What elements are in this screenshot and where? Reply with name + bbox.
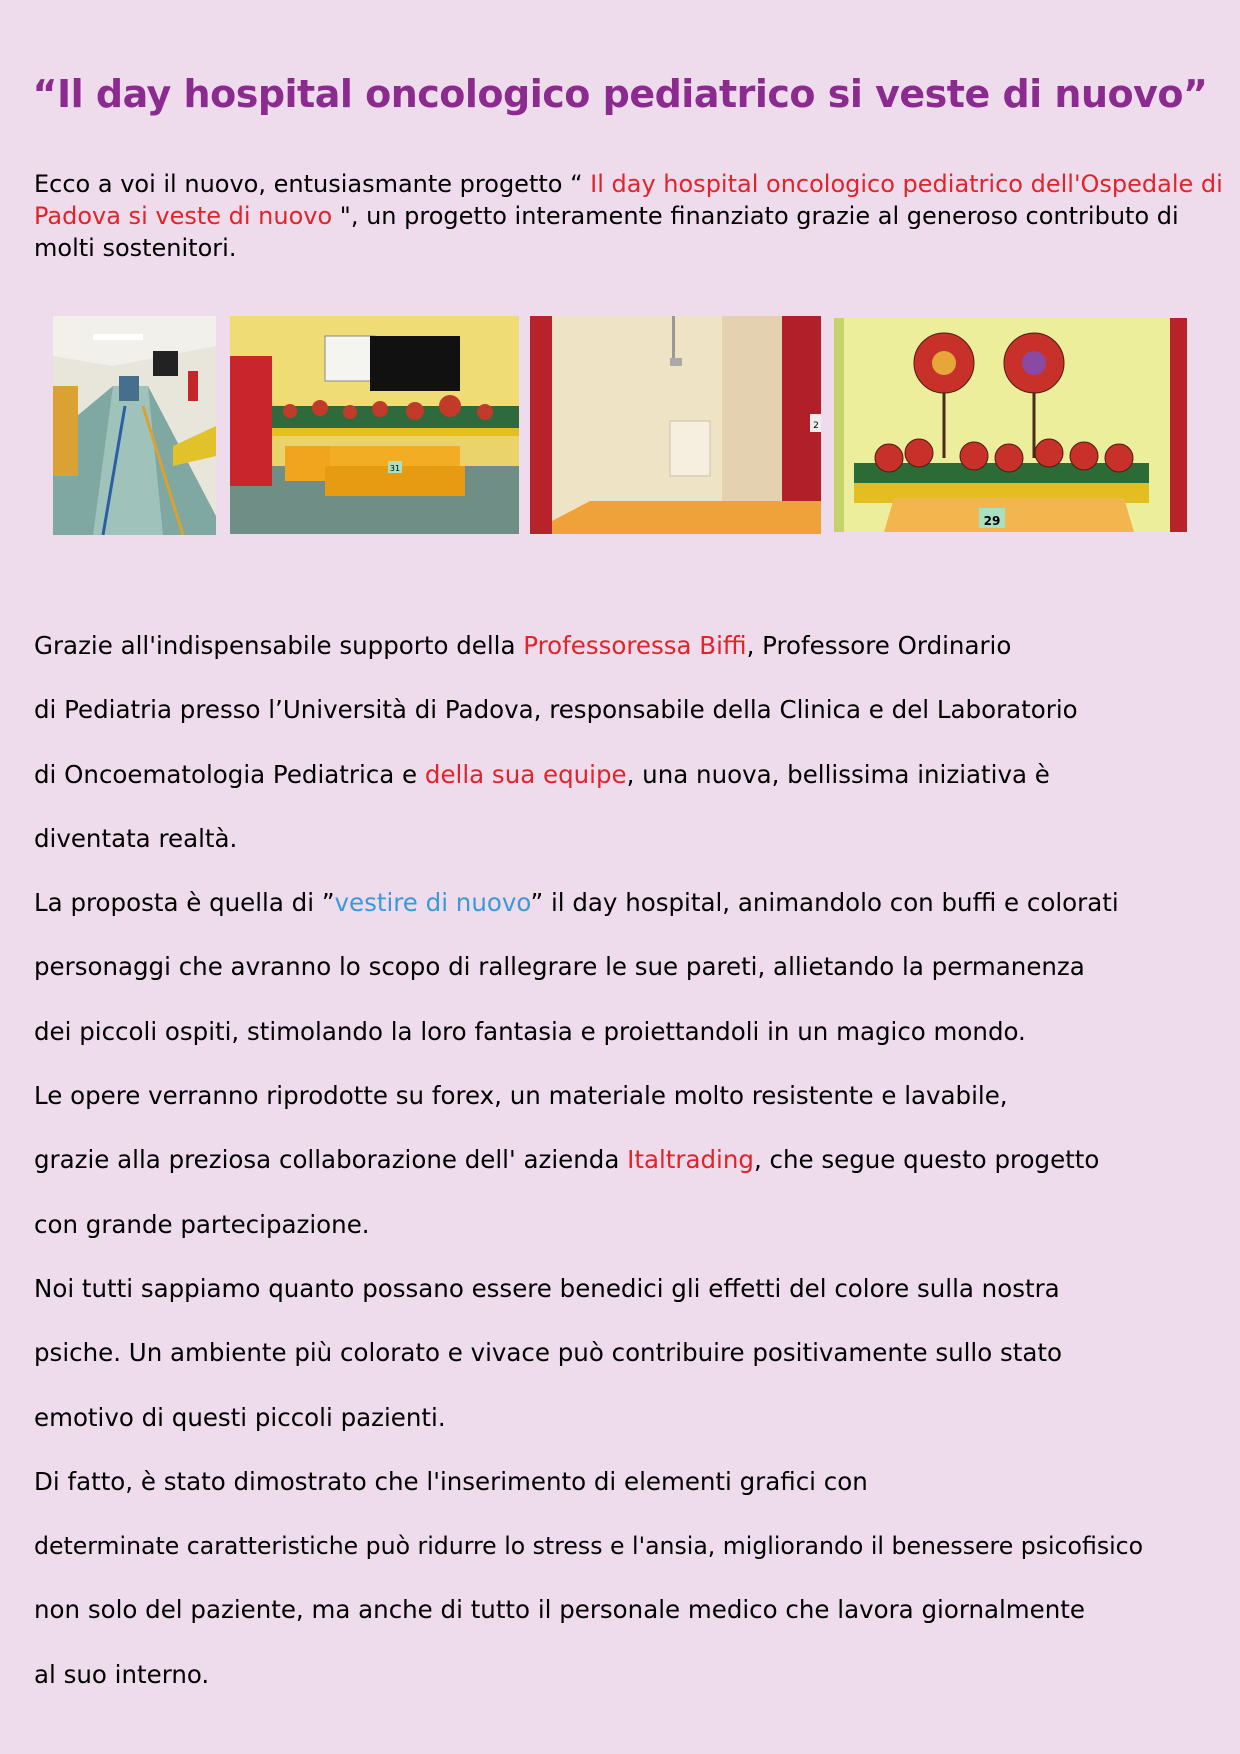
intro-project-name: Il day hospital oncologico pediatrico dell'Ospedale di Padova si veste di nuovo <box>34 170 1223 230</box>
text-line <box>34 614 1234 678</box>
wall-corner-photo <box>530 316 821 534</box>
photo-strip <box>0 315 1240 535</box>
flowers-mural-photo <box>834 318 1187 532</box>
corridor-photo <box>53 316 216 535</box>
text-segment: di Oncoematologia Pediatrica e <box>34 759 425 789</box>
text-line: determinate caratteristiche può ridurre lo stress e l'ansia, migliorando il benessere psicofisico <box>34 1532 1144 1561</box>
waiting-area-photo <box>230 316 519 534</box>
vestire-highlight: vestire di nuovo <box>334 888 531 918</box>
professor-name: Professoressa Biffi <box>523 631 747 660</box>
text-segment: La proposta è quella di ” <box>34 888 335 918</box>
text-line: diventata realtà. <box>34 823 238 853</box>
text-line: Le opere verranno riprodotte su forex, un materiale molto resistente e lavabile, <box>34 1081 1008 1111</box>
text-line: psiche. Un ambiente più colorato e vivace può contribuire positivamente sullo stato <box>34 1338 1062 1368</box>
corridor-photo-image <box>53 316 216 535</box>
flowers-mural-photo-image <box>834 318 1187 532</box>
text-segment: grazie alla preziosa collaborazione dell' azienda <box>34 1145 628 1175</box>
text-line: personaggi che avranno lo scopo di rallegrare le sue pareti, allietando la permanenza <box>34 952 1085 982</box>
text-line: con grande partecipazione. <box>34 1209 370 1239</box>
text-line: emotivo di questi piccoli pazienti. <box>34 1402 446 1432</box>
text-line: Noi tutti sappiamo quanto possano essere benedici gli effetti del colore sulla nostra <box>34 1273 1060 1303</box>
intro-text-end: ", un progetto interamente finanziato grazie al generoso contributo di molti sostenitori. <box>34 202 1179 262</box>
text-segment: , che segue questo progetto <box>753 1145 1100 1175</box>
text-line: Di fatto, è stato dimostrato che l'inserimento di elementi grafici con <box>34 1466 868 1496</box>
text-line: dei piccoli ospiti, stimolando la loro fantasia e proiettandoli in un magico mondo. <box>34 1016 1026 1046</box>
wall-corner-photo-image <box>530 316 821 534</box>
text-line: non solo del paziente, ma anche di tutto il personale medico che lavora giornalmente <box>34 1595 1085 1625</box>
intro-text-start: Ecco a voi il nuovo, entusiasmante progetto “ <box>34 170 591 198</box>
text-segment: Grazie all'indispensabile supporto della <box>34 631 524 660</box>
equipe-highlight: della sua equipe <box>424 759 627 789</box>
text-line <box>34 743 1234 807</box>
text-segment: , Professore Ordinario <box>746 631 1012 660</box>
page-title: “Il day hospital oncologico pediatrico si veste di nuovo” <box>32 72 1208 116</box>
text-line <box>34 1128 1234 1192</box>
body-text <box>34 614 1234 1707</box>
waiting-area-photo-image <box>230 316 519 534</box>
text-line: di Pediatria presso l’Università di Padova, responsabile della Clinica e del Laboratorio <box>34 695 1078 725</box>
text-segment: , una nuova, bellissima iniziativa è <box>626 759 1050 789</box>
text-line <box>34 871 1234 935</box>
seat-number-label: 29 <box>983 514 1001 528</box>
seat-number-label: 31 <box>389 464 401 473</box>
room-number-label: 2 <box>813 421 819 431</box>
text-segment: ” il day hospital, animandolo con buffi e colorati <box>530 888 1119 918</box>
text-line: al suo interno. <box>34 1659 210 1689</box>
company-name: Italtrading <box>627 1145 754 1175</box>
intro-paragraph <box>34 168 1224 264</box>
